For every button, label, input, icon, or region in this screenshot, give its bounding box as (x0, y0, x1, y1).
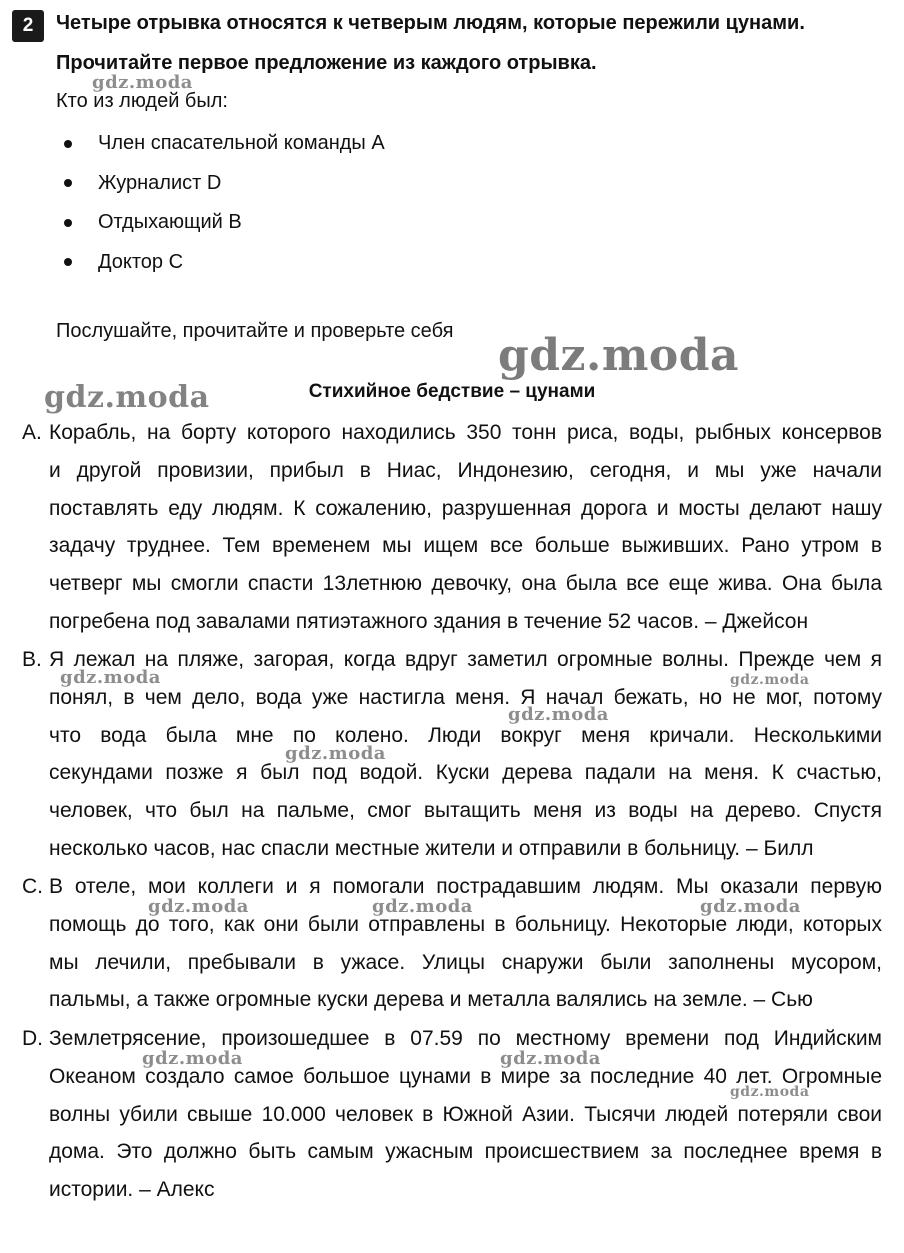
passage-line: мы лечили, пребывали в ужасе. Улицы снаружи были заполнены мусором, (49, 950, 882, 974)
passage-line: помощь до того, как они были отправлены в больницу. Некоторые люди, которых (49, 912, 882, 936)
passage-line: волны убили свыше 10.000 человек в Южной Азии. Тысячи людей потеряли свои (49, 1102, 882, 1126)
watermark: gdz.moda (60, 667, 161, 688)
passage-a (22, 414, 882, 641)
passage-d (22, 1020, 882, 1209)
passage-line: Океаном создало самое большое цунами в мире за последние 40 лет. Огромные (49, 1064, 882, 1088)
passage-c (22, 868, 882, 1019)
task-number-badge: 2 (12, 10, 44, 42)
watermark: gdz.moda (498, 330, 740, 381)
passage-line: Корабль, на борту которого находились 350 тонн риса, воды, рыбных консервов (49, 421, 882, 444)
passage-line: четверг мы смогли спасти 13летнюю девочку, она была все еще жива. Она была (49, 572, 882, 596)
list-item (56, 124, 385, 164)
passage-line: понял, в чем дело, вода уже настигла меня. Я начал бежать, но не мог, потому (49, 685, 882, 709)
passage-line: секундами позже я был под водой. Куски дерева падали на меня. К счастью, (49, 761, 882, 785)
task-instruction: Прочитайте первое предложение из каждого отрывка. (56, 52, 597, 74)
watermark: gdz.moda (148, 896, 249, 917)
watermark: gdz.moda (285, 743, 386, 764)
option-label: Член спасательной команды A (98, 132, 385, 155)
passage-line: и другой провизии, прибыл в Ниас, Индонезию, сегодня, и мы уже начали (49, 458, 882, 482)
passage-line: пальмы, а также огромные куски дерева и металла валялись на земле. – Сью (49, 988, 813, 1012)
passage-line: Землетрясение, произошедшее в 07.59 по местному времени под Индийским (49, 1027, 882, 1050)
passage-line: задачу труднее. Тем временем мы ищем все больше выживших. Рано утром в (49, 534, 882, 558)
passage-line: погребена под завалами пятиэтажного здания в течение 52 часов. – Джейсон (49, 609, 809, 633)
option-label: Отдыхающий B (98, 211, 242, 234)
watermark: gdz.moda (92, 72, 193, 93)
list-item (56, 203, 385, 243)
passage-line: истории. – Алекс (49, 1178, 215, 1202)
passage-b (22, 641, 882, 868)
listen-instruction: Послушайте, прочитайте и проверьте себя (56, 320, 454, 342)
story-title: Стихийное бедствие – цунами (308, 381, 596, 402)
list-item (56, 164, 385, 204)
bullet-icon (64, 179, 72, 187)
passage-line: человек, что был на пальме, смог вытащить меня из воды на дерево. Спустя (49, 799, 882, 823)
task-title: Четыре отрывка относятся к четверым людям, которые пережили цунами. (56, 12, 805, 34)
passage-letter: B. (22, 648, 42, 671)
watermark: gdz.moda (500, 1048, 601, 1069)
task-question: Кто из людей был: (56, 90, 228, 112)
watermark: gdz.moda (700, 896, 801, 917)
watermark: gdz.moda (372, 896, 473, 917)
passage-letter: A. (22, 421, 42, 444)
watermark: gdz.moda (508, 704, 609, 725)
list-item (56, 243, 385, 283)
watermark: gdz.moda (142, 1048, 243, 1069)
options-list (56, 124, 385, 282)
passage-letter: D. (22, 1027, 43, 1050)
bullet-icon (64, 219, 72, 227)
passage-line: Я лежал на пляже, загорая, когда вдруг заметил огромные волны. Прежде чем я (49, 648, 882, 671)
passage-line: несколько часов, нас спасли местные жители и отправили в больницу. – Билл (49, 836, 814, 860)
watermark: gdz.moda (730, 1084, 810, 1100)
watermark: gdz.moda (730, 672, 810, 688)
passage-line: что вода была мне по колено. Люди вокруг меня кричали. Несколькими (49, 723, 882, 747)
passage-line: поставлять еду людям. К сожалению, разрушенная дорога и мосты делают нашу (49, 496, 882, 520)
option-label: Журналист D (98, 171, 222, 194)
passage-line: дома. Это должно быть самым ужасным происшествием за последнее время в (49, 1140, 882, 1164)
bullet-icon (64, 140, 72, 148)
option-label: Доктор C (98, 250, 184, 273)
passage-line: В отеле, мои коллеги и я помогали пострадавшим людям. Мы оказали первую (49, 875, 882, 898)
watermark: gdz.moda (44, 380, 210, 415)
bullet-icon (64, 258, 72, 266)
passage-letter: C. (22, 875, 43, 898)
